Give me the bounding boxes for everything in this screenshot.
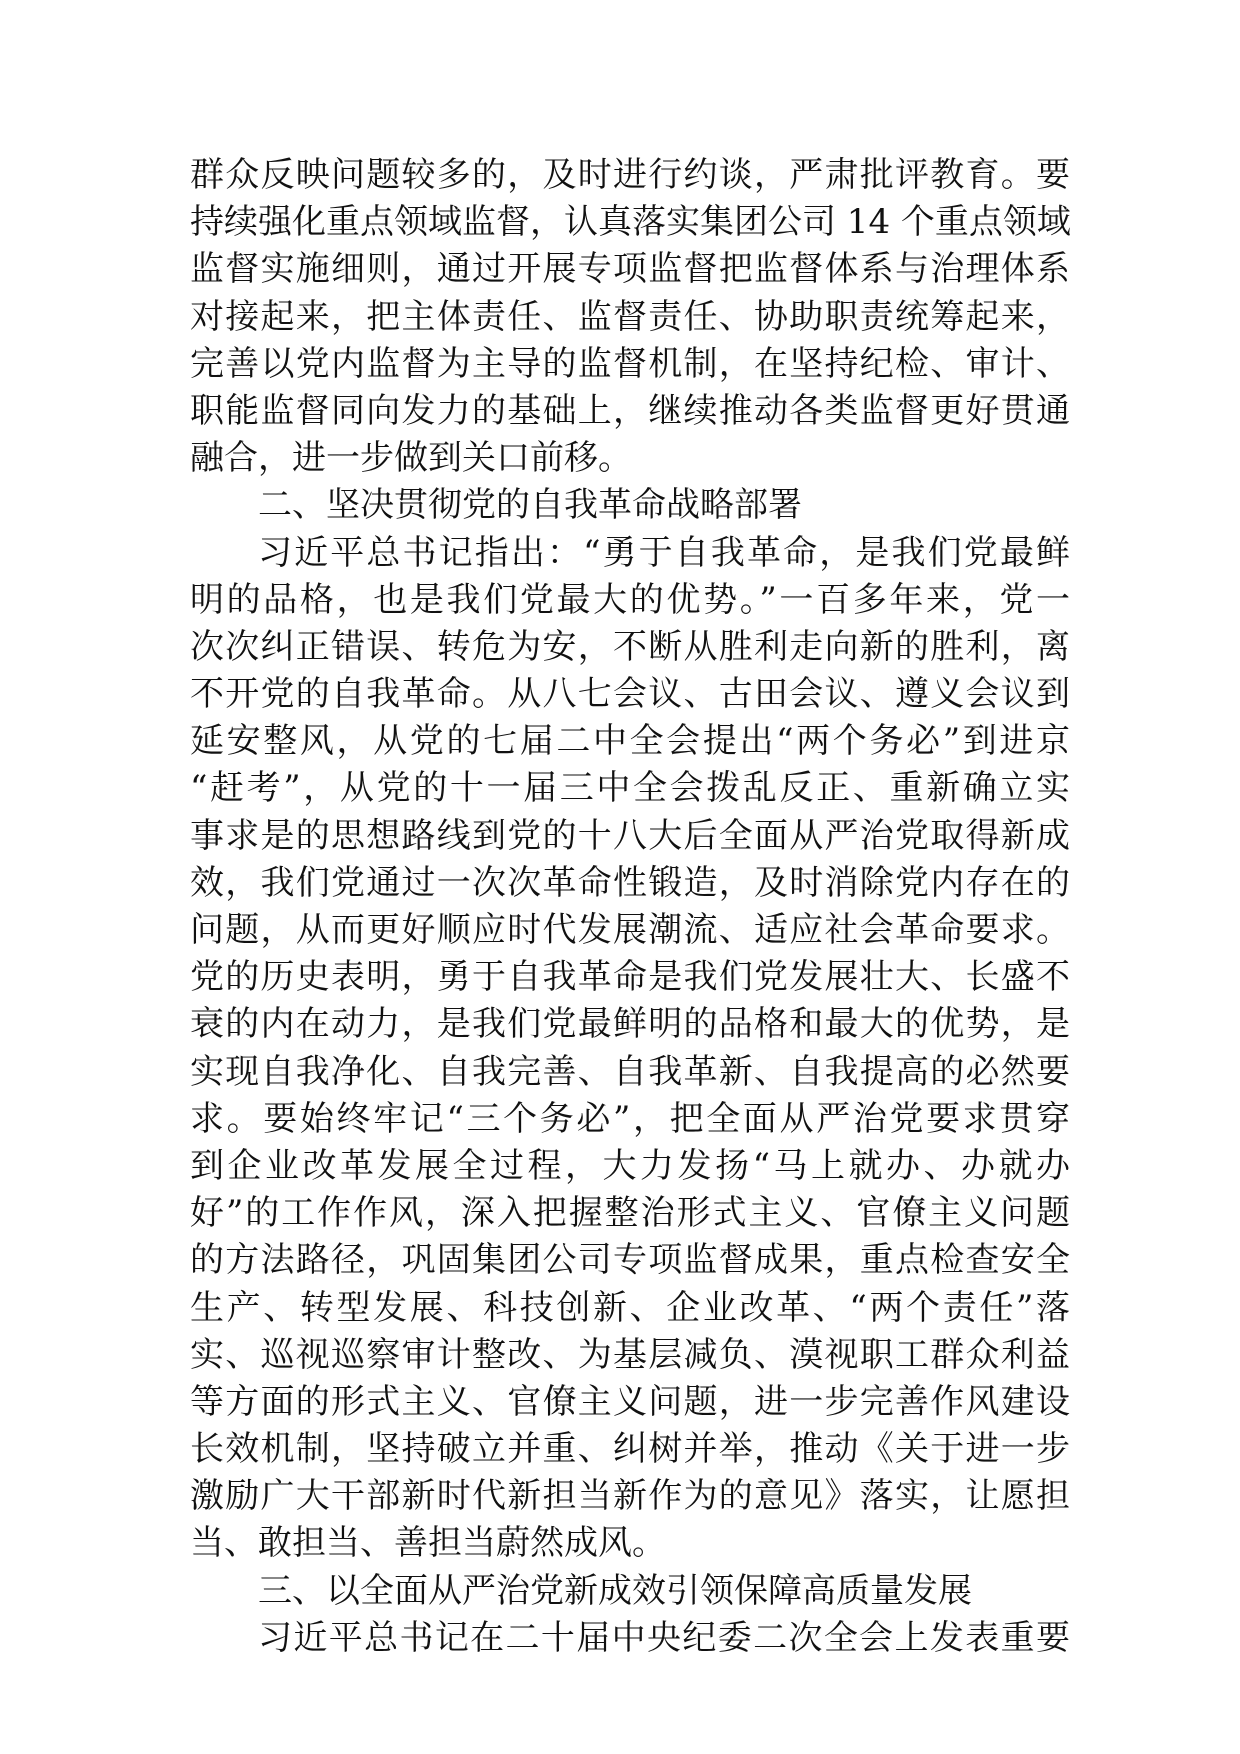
text-line: 实、巡视巡察审计整改、为基层减负、漠视职工群众利益: [190, 1334, 1070, 1375]
text-line: 完善以党内监督为主导的监督机制，在坚持纪检、审计、: [190, 343, 1070, 384]
text-line: 生产、转型发展、科技创新、企业改革、“两个责任”落: [190, 1287, 1070, 1328]
text-line: 长效机制，坚持破立并重、纠树并举，推动《关于进一步: [190, 1429, 1070, 1470]
text-line: 群众反映问题较多的，及时进行约谈，严肃批评教育。要: [190, 155, 1070, 195]
text-line: 持续强化重点领域监督，认真落实集团公司 14 个重点领域: [190, 202, 1071, 243]
text-line: 好”的工作作风，深入把握整治形式主义、官僚主义问题: [190, 1193, 1070, 1234]
text-line: 效，我们党通过一次次革命性锻造，及时消除党内存在的: [190, 862, 1070, 903]
text-line: 等方面的形式主义、官僚主义问题，进一步完善作风建设: [190, 1381, 1070, 1422]
text-line: 到企业改革发展全过程，大力发扬“马上就办、办就办: [190, 1145, 1070, 1186]
text-line: 事求是的思想路线到党的十八大后全面从严治党取得新成: [190, 815, 1070, 856]
text-line: 的方法路径，巩固集团公司专项监督成果，重点检查安全: [190, 1240, 1070, 1281]
text-line: 对接起来，把主体责任、监督责任、协助职责统筹起来，: [190, 296, 1070, 337]
text-line: 求。要始终牢记“三个务必”，把全面从严治党要求贯穿: [190, 1098, 1070, 1139]
text-line: 职能监督同向发力的基础上，继续推动各类监督更好贯通: [190, 390, 1070, 431]
text-line: 次次纠正错误、转危为安，不断从胜利走向新的胜利，离: [190, 626, 1070, 667]
section-heading: 三、以全面从严治党新成效引领保障高质量发展: [258, 1570, 972, 1611]
text-line: 衰的内在动力，是我们党最鲜明的品格和最大的优势，是: [190, 1004, 1070, 1045]
text-line: 融合，进一步做到关口前移。: [190, 438, 632, 479]
text-line: 激励广大干部新时代新担当新作为的意见》落实，让愿担: [190, 1476, 1070, 1517]
text-line: 不开党的自我革命。从八七会议、古田会议、遵义会议到: [190, 674, 1070, 715]
text-line: 延安整风，从党的七届二中全会提出“两个务必”到进京: [190, 721, 1070, 762]
text-line: 党的历史表明，勇于自我革命是我们党发展壮大、长盛不: [190, 957, 1070, 998]
text-line: 问题，从而更好顺应时代发展潮流、适应社会革命要求。: [190, 910, 1070, 950]
text-line: “赶考”，从党的十一届三中全会拨乱反正、重新确立实: [190, 768, 1070, 809]
text-line: 监督实施细则，通过开展专项监督把监督体系与治理体系: [190, 249, 1070, 290]
text-line: 明的品格，也是我们党最大的优势。”一百多年来，党一: [190, 579, 1070, 620]
text-line: 习近平总书记指出：“勇于自我革命，是我们党最鲜: [258, 532, 1070, 573]
section-heading: 二、坚决贯彻党的自我革命战略部署: [258, 485, 802, 526]
text-line: 当、敢担当、善担当蔚然成风。: [190, 1523, 666, 1564]
text-line: 习近平总书记在二十届中央纪委二次全会上发表重要: [258, 1617, 1070, 1658]
body-text: [190, 152, 1070, 1662]
text-line: 实现自我净化、自我完善、自我革新、自我提高的必然要: [190, 1051, 1070, 1092]
